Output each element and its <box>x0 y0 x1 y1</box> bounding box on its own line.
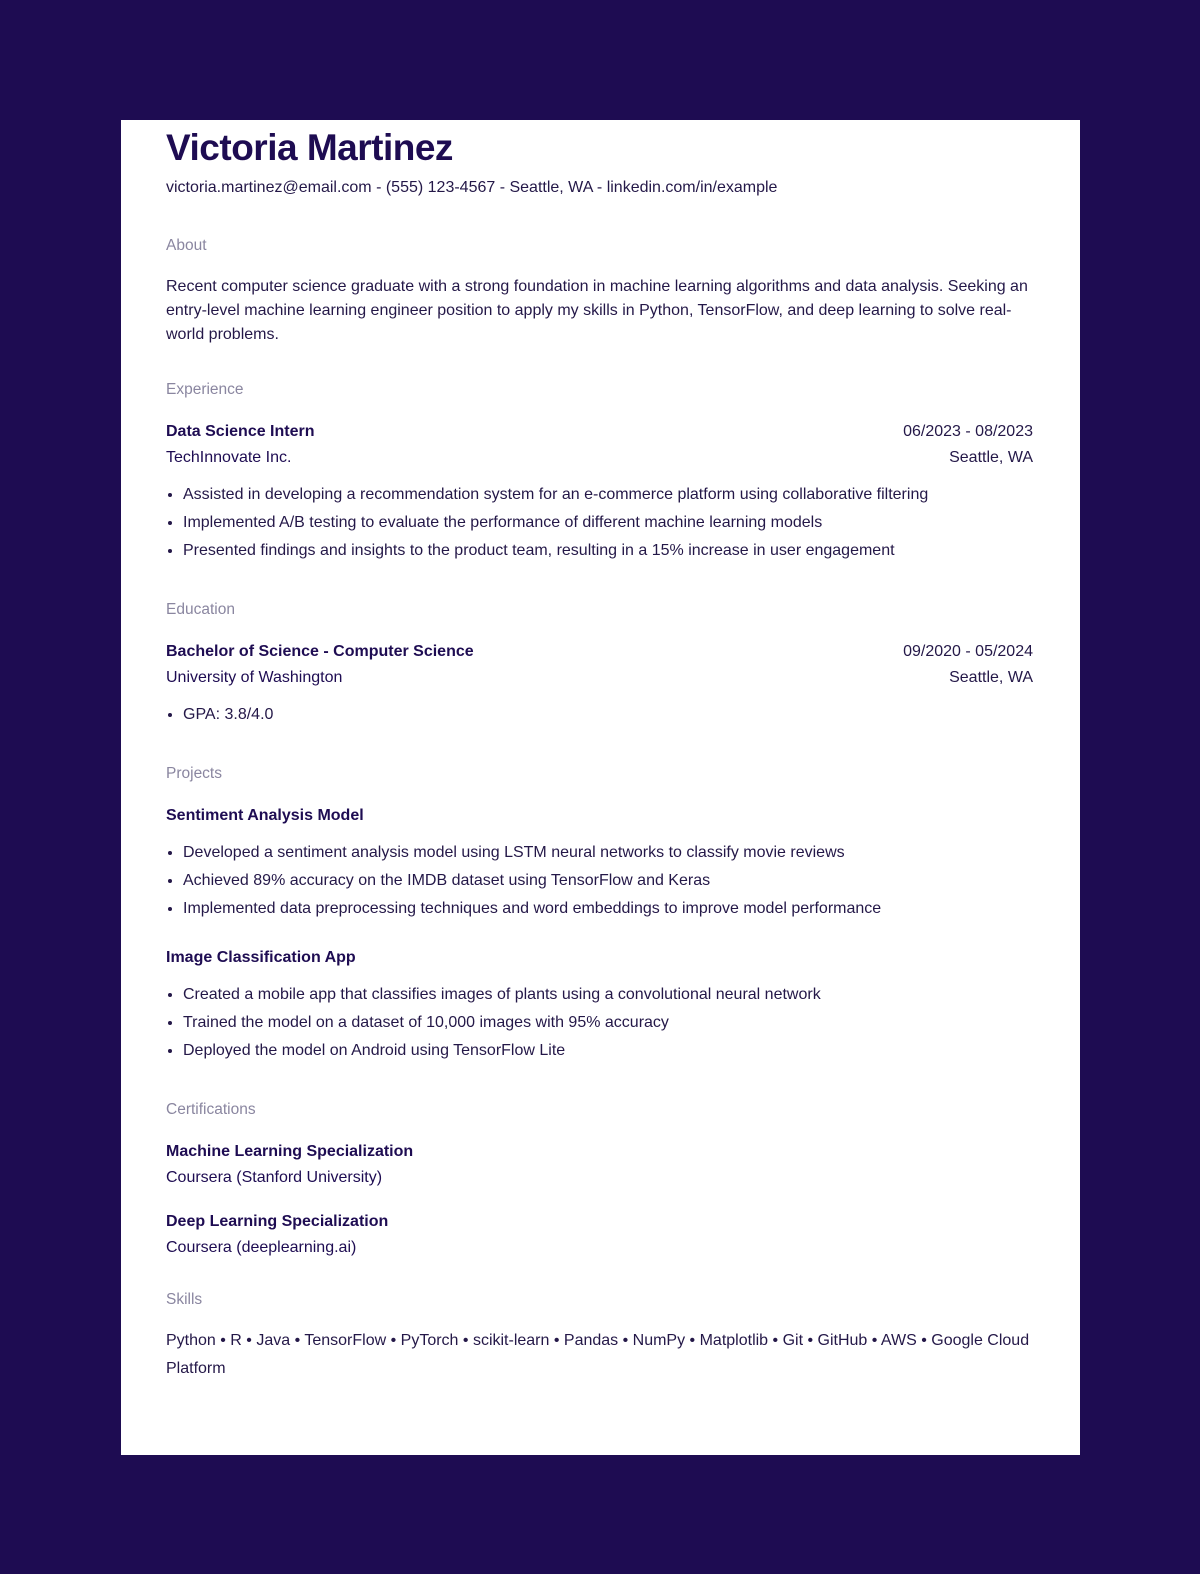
project-title: Image Classification App <box>166 948 356 966</box>
project-entry <box>166 803 1033 923</box>
experience-bullets <box>166 481 1033 565</box>
list-item: • Created a mobile app that classifies images of plants using a convolutional neural network <box>183 981 1033 1009</box>
certification-issuer: Coursera (Stanford University) <box>166 1168 383 1186</box>
contact-line: victoria.martinez@email.com - (555) 123-4567 - Seattle, WA - linkedin.com/in/example <box>166 178 778 196</box>
section-title-skills: Skills <box>166 1290 203 1308</box>
section-title-experience: Experience <box>166 380 244 398</box>
about-text: Recent computer science graduate with a strong foundation in machine learning algorithms and data analysis. Seeking an entry-level machine learning engineer position to apply my skills in Python, TensorFlow, and deep learning to solve real-world problems. <box>166 277 1028 343</box>
project-bullets <box>166 981 1033 1065</box>
certification-issuer: Coursera (deeplearning.ai) <box>166 1238 357 1256</box>
skills-list: Python • R • Java • TensorFlow • PyTorch • scikit-learn • Pandas • NumPy • Matplotlib • Git • GitHub • AWS • Google Cloud Platform <box>166 1331 1030 1377</box>
certification-name: Machine Learning Specialization <box>166 1142 414 1160</box>
education-header-row <box>166 639 1033 665</box>
list-item: • Implemented data preprocessing techniques and word embeddings to improve model performance <box>183 895 1033 923</box>
education-entry <box>166 639 1033 729</box>
job-dates: 06/2023 - 08/2023 <box>903 422 1033 440</box>
company-name: TechInnovate Inc. <box>166 448 292 466</box>
list-item: • Developed a sentiment analysis model using LSTM neural networks to classify movie reviews <box>183 839 1033 867</box>
list-item: • Trained the model on a dataset of 10,000 images with 95% accuracy <box>183 1009 1033 1037</box>
project-title: Sentiment Analysis Model <box>166 806 364 824</box>
section-title-projects: Projects <box>166 764 222 782</box>
degree: Bachelor of Science - Computer Science <box>166 642 474 660</box>
resume-page <box>121 120 1080 1455</box>
section-title-education: Education <box>166 600 235 618</box>
candidate-name: Victoria Martinez <box>166 127 453 168</box>
list-item: • GPA: 3.8/4.0 <box>183 701 1033 729</box>
list-item: • Achieved 89% accuracy on the IMDB dataset using TensorFlow and Keras <box>183 867 1033 895</box>
education-dates: 09/2020 - 05/2024 <box>903 642 1033 660</box>
project-entry <box>166 945 1033 1065</box>
job-title: Data Science Intern <box>166 422 315 440</box>
list-item: • Deployed the model on Android using TensorFlow Lite <box>183 1037 1033 1065</box>
certification-name: Deep Learning Specialization <box>166 1212 389 1230</box>
school-location: Seattle, WA <box>949 668 1033 686</box>
experience-entry <box>166 419 1033 565</box>
section-title-certifications: Certifications <box>166 1100 256 1118</box>
job-location: Seattle, WA <box>949 448 1033 466</box>
list-item: • Implemented A/B testing to evaluate the performance of different machine learning models <box>183 509 1033 537</box>
experience-sub-row <box>166 445 1033 471</box>
school-name: University of Washington <box>166 668 343 686</box>
education-bullets <box>166 701 1033 729</box>
education-sub-row <box>166 665 1033 691</box>
project-bullets <box>166 839 1033 923</box>
list-item: • Presented findings and insights to the product team, resulting in a 15% increase in user engagement <box>183 537 1033 565</box>
list-item: • Assisted in developing a recommendation system for an e-commerce platform using collaborative filtering <box>183 481 1033 509</box>
experience-header-row <box>166 419 1033 445</box>
certification-entry <box>166 1209 1033 1261</box>
certification-entry <box>166 1139 1033 1191</box>
section-title-about: About <box>166 236 207 254</box>
